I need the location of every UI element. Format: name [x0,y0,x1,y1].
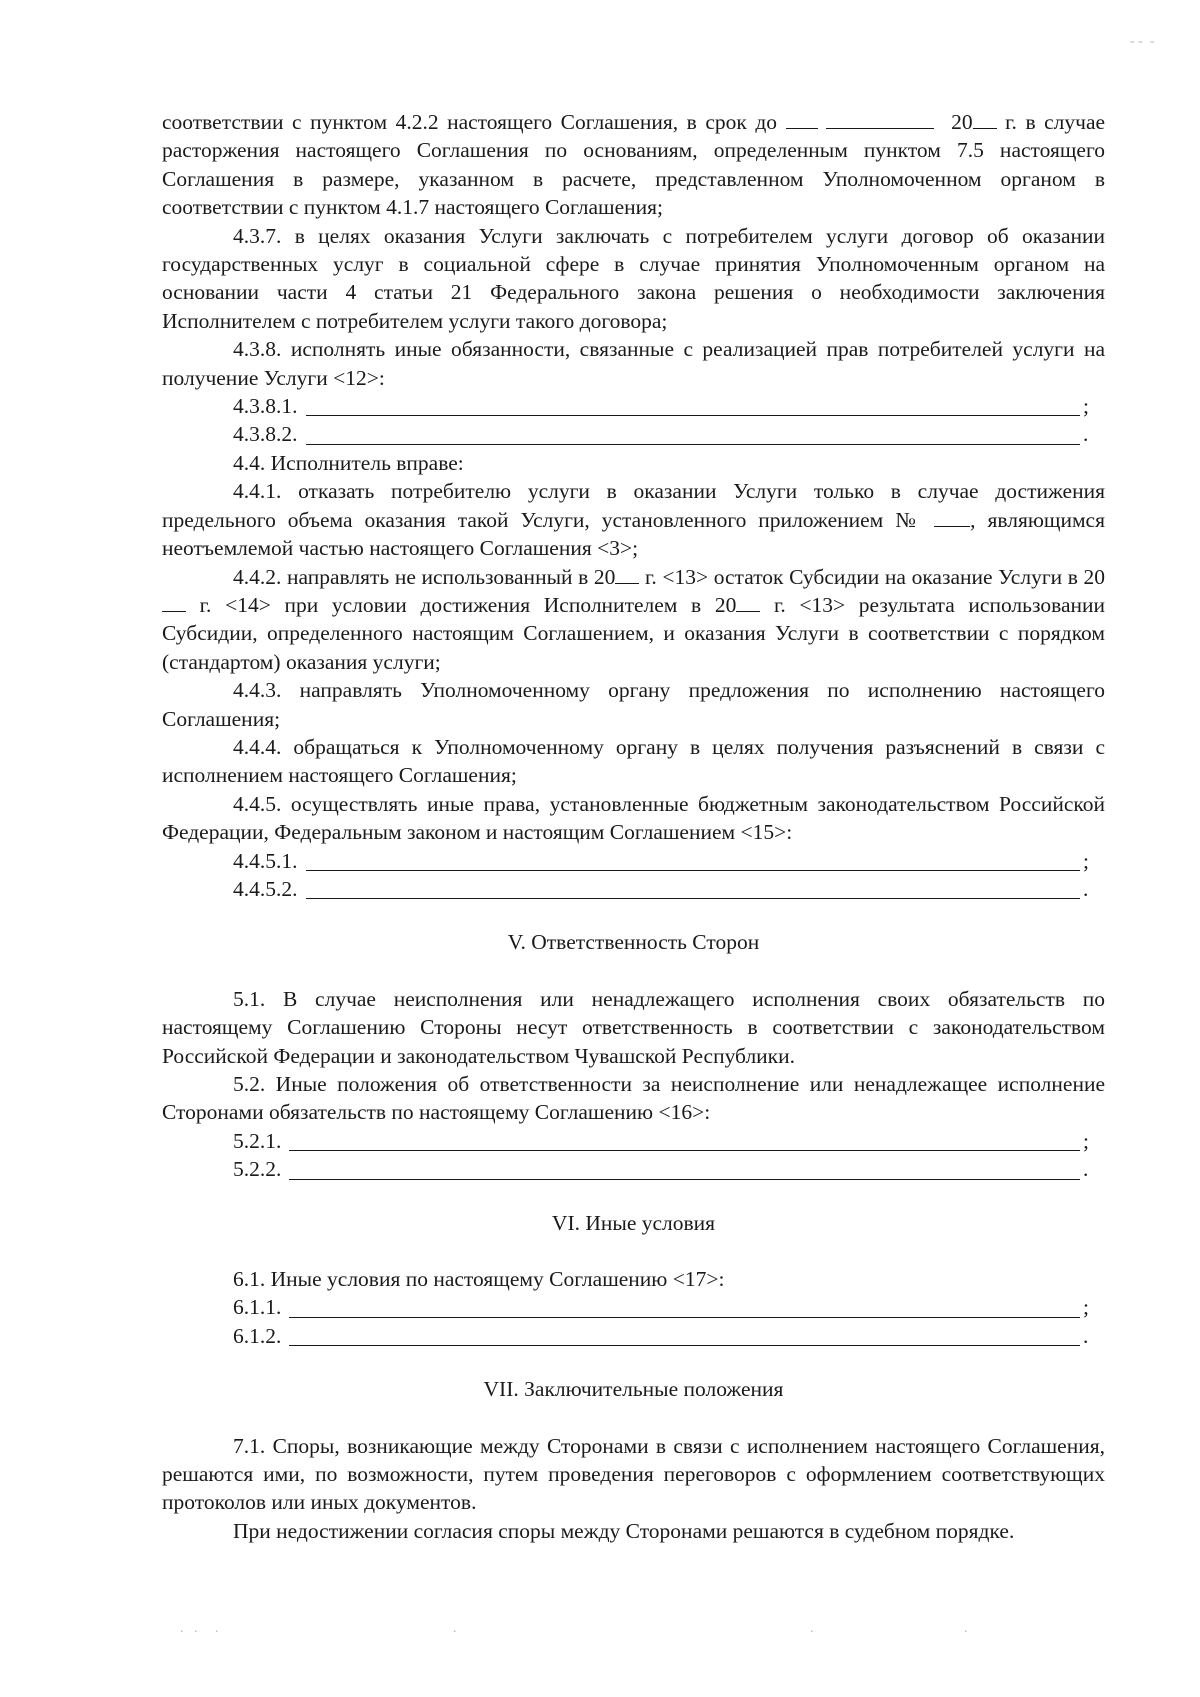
text-fragment: г. в случае расторжения настоящего Соглашения по основаниям, определенным пунктом 7.5 настоящего Соглашения в размере, указанном в расчете, представленном Уполномоченном органом в соответствии с пунктом 4.1.7 настоящего Соглашения; [162,110,1106,220]
sub-item-5-2-2 [162,1155,1105,1183]
text-fragment: г. <14> при условии достижения Исполнителем в 20 [199,592,737,617]
sub-item-4-3-8-2 [162,420,1105,448]
paragraph-4-4-2 [162,563,1105,677]
paragraph-4-3-8: 4.3.8. исполнять иные обязанности, связанные с реализацией прав потребителей услуги на получение Услуги <12>: [162,337,1105,390]
sub-item-number: 5.2.1. [233,1128,282,1153]
section-heading-5: V. Ответственность Сторон [507,930,760,955]
paragraph-4-4-5: 4.4.5. осуществлять иные права, установленные бюджетным законодательством Российской Федерации, Федеральным законом и настоящим Соглашением <15>: [162,791,1105,845]
paragraph-4-4: 4.4. Исполнитель вправе: [233,450,464,475]
sub-item-number: 6.1.2. [233,1323,282,1348]
blank-appendix-number [934,506,970,527]
sub-item-6-1-1 [162,1293,1105,1321]
sub-item-number: 4.3.8.2. [233,422,298,447]
sub-item-end: . [1083,1157,1089,1182]
paragraph-4-3-7: 4.3.7. в целях оказания Услуги заключать с потребителем услуги договор об оказании государственных услуг в социальной сфере в случае принятия Уполномоченным органом на основании части 4 статьи 21 Федерального закона решения о необходимости заключения Исполнителем с потребителем услуги такого договора; [162,223,1105,333]
sub-item-number: 4.3.8.1. [233,394,298,419]
sub-item-end: . [1083,1323,1089,1348]
paragraph-5-1: 5.1. В случае неисполнения или ненадлежащего исполнения своих обязательств по настоящему Соглашению Стороны несут ответственность в соответствии с законодательством Российской Федерации и законодательством Чувашской Республики. [162,986,1105,1068]
text-fragment: 4.4.1. отказать потребителю услуги в оказании Услуги только в случае достижения предельного объема оказания такой Услуги, установленного приложением № [162,479,1105,532]
paragraph-4-4-4: 4.4.4. обращаться к Уполномоченному органу в целях получения разъяснений в связи с исполнением настоящего Соглашения; [162,734,1105,788]
text-fragment: г. <13> результата использовании Субсидии, определенного настоящим Соглашением, и оказания Услуги в соответствии с порядком (стандартом) оказания услуги; [162,592,1106,674]
blank-year [973,108,997,129]
paragraph-4-4-1 [162,477,1105,562]
text-fragment: , являющимся неотъемлемой частью настоящего Соглашения <3>; [162,507,1105,561]
paragraph-7-1: 7.1. Споры, возникающие между Сторонами в связи с исполнением настоящего Соглашения, решаются ими, по возможности, путем проведения переговоров с оформлением соответствующих протоколов или иных документов. [162,1433,1105,1515]
fill-line [306,877,1081,899]
paragraph-4-4-3: 4.4.3. направлять Уполномоченному органу предложения по исполнению настоящего Соглашения; [162,678,1105,731]
section-heading-6: VI. Иные условия [551,1210,716,1235]
sub-item-4-3-8-1 [162,392,1105,420]
scan-specks: . . . . . . [180,1621,968,1636]
sub-item-end: . [1083,422,1089,447]
text-fragment: 20 [951,110,973,134]
sub-item-5-2-1 [162,1127,1105,1155]
scan-specks: - - - [1130,34,1155,49]
paragraph-7-1-b: При недостижении согласия споры между Сторонами решаются в судебном порядке. [233,1518,1015,1543]
sub-item-number: 4.4.5.1. [233,848,298,873]
sub-item-end: ; [1083,1295,1089,1320]
sub-item-number: 5.2.2. [233,1157,282,1182]
fill-line [289,1324,1080,1346]
sub-item-end: ; [1083,848,1089,873]
sub-item-end: ; [1083,1128,1089,1153]
text-fragment: 4.4.2. направлять не использованный в 20 [233,564,616,589]
sub-item-number: 6.1.1. [233,1295,282,1320]
fill-line [306,849,1081,871]
fill-line [289,1296,1080,1318]
sub-item-number: 4.4.5.2. [233,876,298,901]
fill-line [289,1129,1080,1151]
paragraph-6-1: 6.1. Иные условия по настоящему Соглашению <17>: [233,1267,725,1292]
blank-year [162,591,186,612]
blank-month [826,108,934,129]
section-heading-7: VII. Заключительные положения [483,1377,784,1402]
paragraph-continuation [162,108,1105,222]
sub-item-4-4-5-1 [162,847,1105,875]
blank-day [786,108,818,129]
fill-line [289,1158,1080,1180]
sub-item-6-1-2 [162,1322,1105,1350]
sub-item-4-4-5-2 [162,875,1105,903]
fill-line [306,423,1081,445]
sub-item-end: . [1083,876,1089,901]
blank-year [736,591,760,612]
fill-line [306,394,1081,416]
sub-item-end: ; [1083,394,1089,419]
paragraph-5-2: 5.2. Иные положения об ответственности за неисполнение или ненадлежащее исполнение Сторонами обязательств по настоящему Соглашению <16>: [162,1072,1105,1125]
text-fragment: г. <13> остаток Субсидии на оказание Услуги в 20 [645,564,1106,589]
text-fragment: соответствии с пунктом 4.2.2 настоящего Соглашения, в срок до [162,110,778,134]
blank-year [615,563,639,584]
